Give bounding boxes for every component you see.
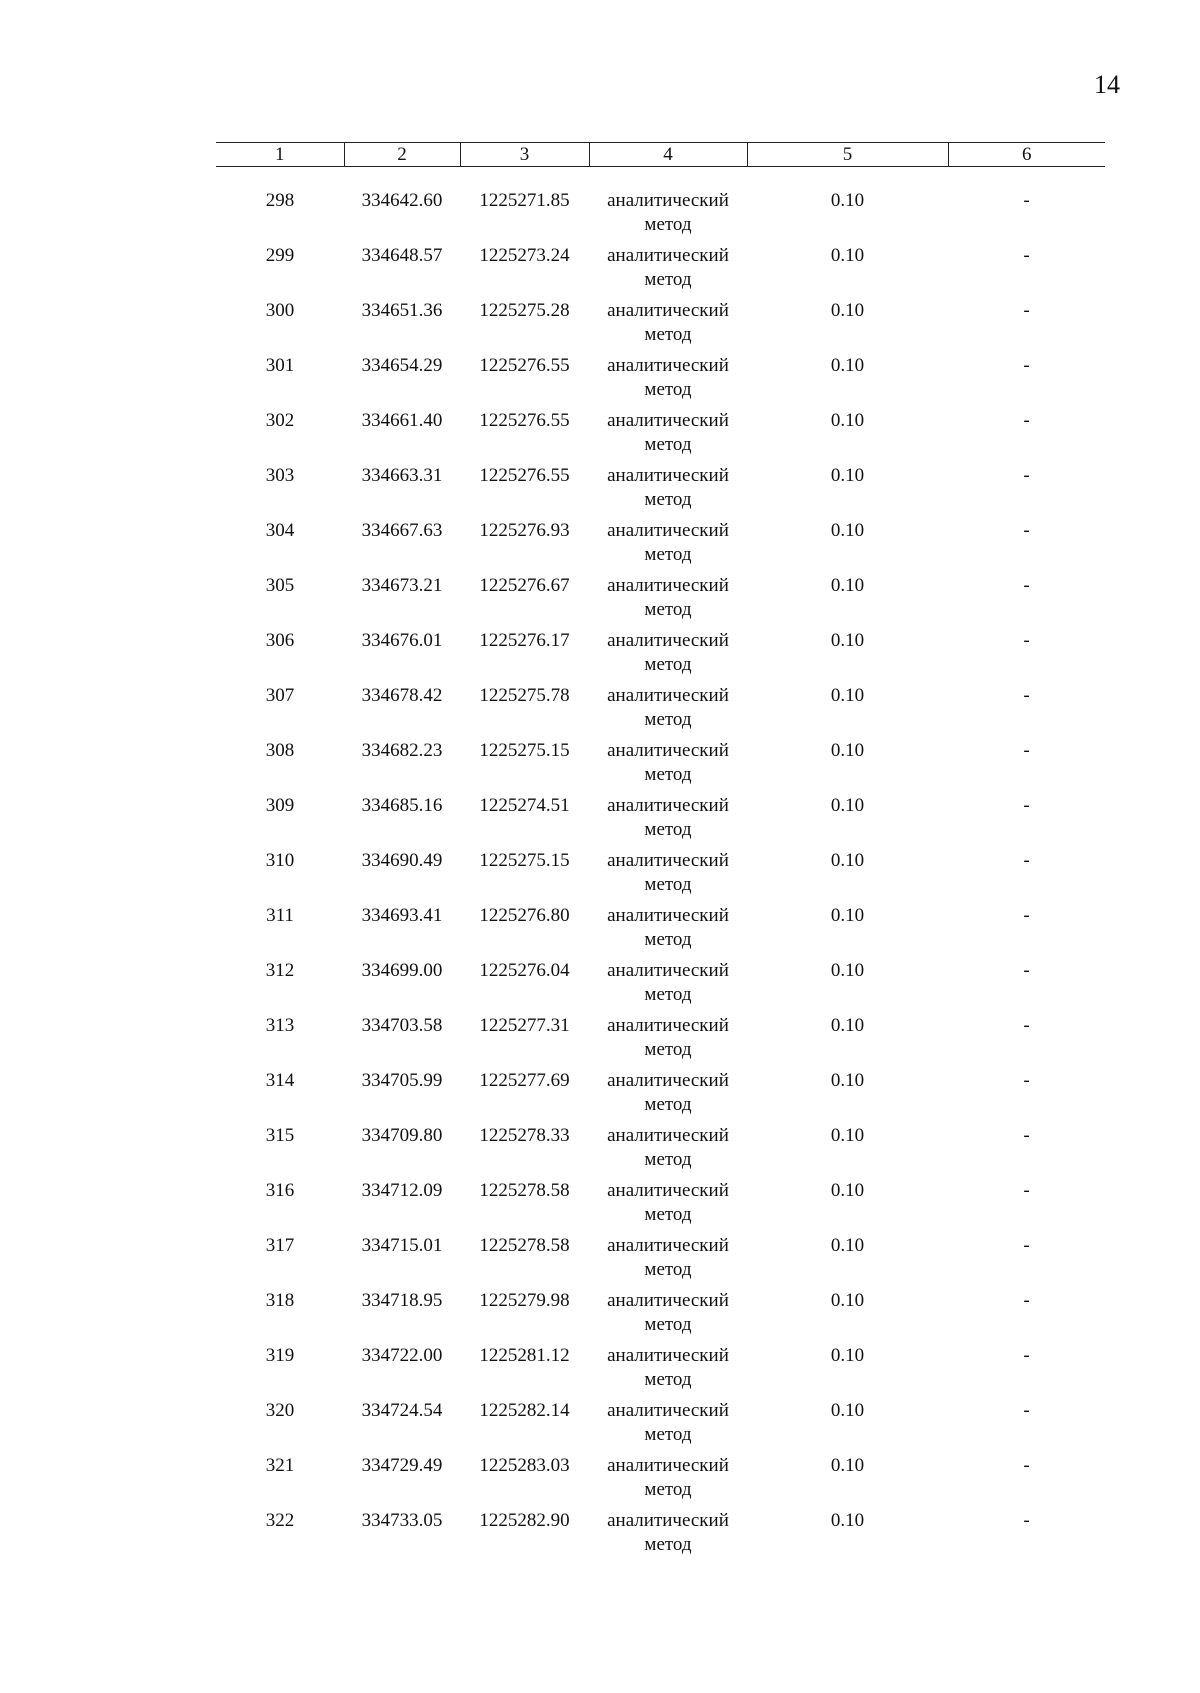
method-cell — [589, 904, 747, 959]
x-coordinate-cell: 334642.60 — [361, 190, 443, 211]
point-number-cell: 320 — [265, 1400, 295, 1421]
x-coordinate-cell: 334648.57 — [361, 245, 443, 266]
header-col-2: 2 — [344, 143, 460, 167]
method-line-2: метод — [644, 1259, 692, 1280]
point-number-cell: 306 — [265, 630, 295, 651]
note-cell: - — [1023, 850, 1030, 871]
accuracy-cell: 0.10 — [830, 1070, 865, 1091]
method-cell — [589, 1234, 747, 1289]
table-header — [216, 143, 1105, 167]
header-row — [216, 143, 1105, 167]
accuracy-cell: 0.10 — [830, 740, 865, 761]
method-line-1: аналитический — [607, 795, 729, 816]
coordinates-table — [216, 142, 1105, 1564]
method-line-1: аналитический — [607, 1510, 729, 1531]
method-cell — [589, 1344, 747, 1399]
method-line-1: аналитический — [607, 1070, 729, 1091]
point-number-cell: 321 — [265, 1455, 295, 1476]
method-line-1: аналитический — [607, 465, 729, 486]
accuracy-cell: 0.10 — [830, 1345, 865, 1366]
table-row — [216, 959, 1105, 1014]
y-coordinate-cell: 1225277.69 — [479, 1070, 570, 1091]
point-number-cell: 317 — [265, 1235, 295, 1256]
table-row — [216, 794, 1105, 849]
y-coordinate-cell: 1225275.28 — [479, 300, 570, 321]
point-number-cell: 305 — [265, 575, 295, 596]
method-line-1: аналитический — [607, 740, 729, 761]
x-coordinate-cell: 334673.21 — [361, 575, 443, 596]
point-number-cell: 307 — [265, 685, 295, 706]
method-line-2: метод — [644, 1204, 692, 1225]
accuracy-cell: 0.10 — [830, 1455, 865, 1476]
method-line-1: аналитический — [607, 1455, 729, 1476]
method-line-1: аналитический — [607, 1400, 729, 1421]
point-number-cell: 314 — [265, 1070, 295, 1091]
y-coordinate-cell: 1225276.55 — [479, 355, 570, 376]
table-row — [216, 629, 1105, 684]
accuracy-cell: 0.10 — [830, 1290, 865, 1311]
method-cell — [589, 574, 747, 629]
method-line-2: метод — [644, 324, 692, 345]
method-line-1: аналитический — [607, 685, 729, 706]
note-cell: - — [1023, 1400, 1030, 1421]
method-line-2: метод — [644, 1039, 692, 1060]
point-number-cell: 299 — [265, 245, 295, 266]
note-cell: - — [1023, 1125, 1030, 1146]
table-body — [216, 167, 1105, 1565]
table-row — [216, 849, 1105, 904]
table-row — [216, 1234, 1105, 1289]
table-row — [216, 1509, 1105, 1564]
point-number-cell: 298 — [265, 190, 295, 211]
table-row — [216, 1344, 1105, 1399]
method-cell — [589, 1454, 747, 1509]
point-number-cell: 313 — [265, 1015, 295, 1036]
method-line-1: аналитический — [607, 1290, 729, 1311]
y-coordinate-cell: 1225276.67 — [479, 575, 570, 596]
accuracy-cell: 0.10 — [830, 905, 865, 926]
method-line-1: аналитический — [607, 190, 729, 211]
method-line-1: аналитический — [607, 245, 729, 266]
method-line-2: метод — [644, 819, 692, 840]
y-coordinate-cell: 1225273.24 — [479, 245, 570, 266]
x-coordinate-cell: 334676.01 — [361, 630, 443, 651]
method-cell — [589, 1289, 747, 1344]
note-cell: - — [1023, 1345, 1030, 1366]
x-coordinate-cell: 334705.99 — [361, 1070, 443, 1091]
table-row — [216, 684, 1105, 739]
method-line-2: метод — [644, 434, 692, 455]
accuracy-cell: 0.10 — [830, 1510, 865, 1531]
table-row — [216, 1399, 1105, 1454]
table-row — [216, 244, 1105, 299]
x-coordinate-cell: 334678.42 — [361, 685, 443, 706]
method-line-1: аналитический — [607, 1180, 729, 1201]
note-cell: - — [1023, 795, 1030, 816]
table-row — [216, 1454, 1105, 1509]
x-coordinate-cell: 334654.29 — [361, 355, 443, 376]
point-number-cell: 322 — [265, 1510, 295, 1531]
y-coordinate-cell: 1225276.55 — [479, 410, 570, 431]
method-line-1: аналитический — [607, 300, 729, 321]
x-coordinate-cell: 334729.49 — [361, 1455, 443, 1476]
note-cell: - — [1023, 300, 1030, 321]
method-line-1: аналитический — [607, 520, 729, 541]
note-cell: - — [1023, 1235, 1030, 1256]
method-line-1: аналитический — [607, 1235, 729, 1256]
method-cell — [589, 959, 747, 1014]
method-line-1: аналитический — [607, 1125, 729, 1146]
accuracy-cell: 0.10 — [830, 355, 865, 376]
method-line-1: аналитический — [607, 960, 729, 981]
method-line-2: метод — [644, 214, 692, 235]
method-cell — [589, 1179, 747, 1234]
accuracy-cell: 0.10 — [830, 960, 865, 981]
y-coordinate-cell: 1225282.14 — [479, 1400, 570, 1421]
point-number-cell: 302 — [265, 410, 295, 431]
x-coordinate-cell: 334724.54 — [361, 1400, 443, 1421]
method-line-1: аналитический — [607, 355, 729, 376]
table-row — [216, 1014, 1105, 1069]
table-row — [216, 464, 1105, 519]
accuracy-cell: 0.10 — [830, 630, 865, 651]
method-cell — [589, 739, 747, 794]
accuracy-cell: 0.10 — [830, 245, 865, 266]
y-coordinate-cell: 1225278.58 — [479, 1180, 570, 1201]
accuracy-cell: 0.10 — [830, 1180, 865, 1201]
table-row — [216, 299, 1105, 354]
note-cell: - — [1023, 1015, 1030, 1036]
y-coordinate-cell: 1225276.17 — [479, 630, 570, 651]
method-line-2: метод — [644, 269, 692, 290]
method-cell — [589, 244, 747, 299]
x-coordinate-cell: 334685.16 — [361, 795, 443, 816]
note-cell: - — [1023, 1510, 1030, 1531]
y-coordinate-cell: 1225278.58 — [479, 1235, 570, 1256]
accuracy-cell: 0.10 — [830, 850, 865, 871]
method-cell — [589, 1124, 747, 1179]
y-coordinate-cell: 1225281.12 — [479, 1345, 570, 1366]
method-cell — [589, 409, 747, 464]
header-col-4: 4 — [589, 143, 747, 167]
method-line-2: метод — [644, 1149, 692, 1170]
table-row — [216, 904, 1105, 959]
x-coordinate-cell: 334712.09 — [361, 1180, 443, 1201]
note-cell: - — [1023, 630, 1030, 651]
note-cell: - — [1023, 465, 1030, 486]
method-line-2: метод — [644, 379, 692, 400]
method-line-1: аналитический — [607, 575, 729, 596]
y-coordinate-cell: 1225275.78 — [479, 685, 570, 706]
method-line-1: аналитический — [607, 1345, 729, 1366]
table-row — [216, 519, 1105, 574]
x-coordinate-cell: 334663.31 — [361, 465, 443, 486]
method-line-1: аналитический — [607, 1015, 729, 1036]
method-line-2: метод — [644, 654, 692, 675]
x-coordinate-cell: 334715.01 — [361, 1235, 443, 1256]
method-line-1: аналитический — [607, 410, 729, 431]
point-number-cell: 300 — [265, 300, 295, 321]
y-coordinate-cell: 1225276.04 — [479, 960, 570, 981]
header-spacer — [216, 167, 1105, 190]
accuracy-cell: 0.10 — [830, 795, 865, 816]
table-row — [216, 739, 1105, 794]
table-row — [216, 1289, 1105, 1344]
method-line-2: метод — [644, 1369, 692, 1390]
note-cell: - — [1023, 1290, 1030, 1311]
x-coordinate-cell: 334722.00 — [361, 1345, 443, 1366]
page-number: 14 — [1094, 70, 1120, 99]
accuracy-cell: 0.10 — [830, 520, 865, 541]
method-line-2: метод — [644, 929, 692, 950]
accuracy-cell: 0.10 — [830, 575, 865, 596]
method-cell — [589, 849, 747, 904]
table-row — [216, 409, 1105, 464]
y-coordinate-cell: 1225275.15 — [479, 740, 570, 761]
table-row — [216, 189, 1105, 244]
method-cell — [589, 629, 747, 684]
header-col-1: 1 — [216, 143, 344, 167]
method-line-2: метод — [644, 1314, 692, 1335]
accuracy-cell: 0.10 — [830, 685, 865, 706]
y-coordinate-cell: 1225275.15 — [479, 850, 570, 871]
point-number-cell: 304 — [265, 520, 295, 541]
note-cell: - — [1023, 960, 1030, 981]
method-line-2: метод — [644, 489, 692, 510]
method-cell — [589, 1014, 747, 1069]
x-coordinate-cell: 334693.41 — [361, 905, 443, 926]
method-cell — [589, 684, 747, 739]
y-coordinate-cell: 1225277.31 — [479, 1015, 570, 1036]
note-cell: - — [1023, 355, 1030, 376]
x-coordinate-cell: 334699.00 — [361, 960, 443, 981]
accuracy-cell: 0.10 — [830, 410, 865, 431]
note-cell: - — [1023, 1455, 1030, 1476]
x-coordinate-cell: 334709.80 — [361, 1125, 443, 1146]
note-cell: - — [1023, 1180, 1030, 1201]
point-number-cell: 319 — [265, 1345, 295, 1366]
method-line-2: метод — [644, 1534, 692, 1555]
header-col-6: 6 — [948, 143, 1105, 167]
accuracy-cell: 0.10 — [830, 465, 865, 486]
point-number-cell: 301 — [265, 355, 295, 376]
point-number-cell: 303 — [265, 465, 295, 486]
method-line-2: метод — [644, 1094, 692, 1115]
table-row — [216, 1179, 1105, 1234]
method-line-2: метод — [644, 1479, 692, 1500]
note-cell: - — [1023, 245, 1030, 266]
method-cell — [589, 189, 747, 244]
note-cell: - — [1023, 410, 1030, 431]
method-line-2: метод — [644, 984, 692, 1005]
y-coordinate-cell: 1225276.80 — [479, 905, 570, 926]
y-coordinate-cell: 1225274.51 — [479, 795, 570, 816]
accuracy-cell: 0.10 — [830, 190, 865, 211]
method-line-2: метод — [644, 544, 692, 565]
x-coordinate-cell: 334682.23 — [361, 740, 443, 761]
x-coordinate-cell: 334703.58 — [361, 1015, 443, 1036]
accuracy-cell: 0.10 — [830, 300, 865, 321]
accuracy-cell: 0.10 — [830, 1125, 865, 1146]
x-coordinate-cell: 334661.40 — [361, 410, 443, 431]
note-cell: - — [1023, 575, 1030, 596]
note-cell: - — [1023, 740, 1030, 761]
x-coordinate-cell: 334667.63 — [361, 520, 443, 541]
point-number-cell: 311 — [266, 905, 294, 926]
method-line-1: аналитический — [607, 905, 729, 926]
y-coordinate-cell: 1225276.93 — [479, 520, 570, 541]
method-line-2: метод — [644, 709, 692, 730]
table-row — [216, 574, 1105, 629]
accuracy-cell: 0.10 — [830, 1400, 865, 1421]
point-number-cell: 309 — [265, 795, 295, 816]
point-number-cell: 312 — [265, 960, 295, 981]
method-cell — [589, 519, 747, 574]
method-cell — [589, 464, 747, 519]
method-cell — [589, 299, 747, 354]
method-cell — [589, 794, 747, 849]
method-line-1: аналитический — [607, 630, 729, 651]
method-line-2: метод — [644, 764, 692, 785]
note-cell: - — [1023, 685, 1030, 706]
y-coordinate-cell: 1225271.85 — [479, 190, 570, 211]
y-coordinate-cell: 1225278.33 — [479, 1125, 570, 1146]
x-coordinate-cell: 334690.49 — [361, 850, 443, 871]
table-row — [216, 1124, 1105, 1179]
point-number-cell: 310 — [265, 850, 295, 871]
point-number-cell: 308 — [265, 740, 295, 761]
x-coordinate-cell: 334718.95 — [361, 1290, 443, 1311]
header-col-3: 3 — [460, 143, 589, 167]
x-coordinate-cell: 334733.05 — [361, 1510, 443, 1531]
accuracy-cell: 0.10 — [830, 1015, 865, 1036]
method-cell — [589, 1069, 747, 1124]
note-cell: - — [1023, 905, 1030, 926]
y-coordinate-cell: 1225276.55 — [479, 465, 570, 486]
method-line-1: аналитический — [607, 850, 729, 871]
note-cell: - — [1023, 520, 1030, 541]
note-cell: - — [1023, 190, 1030, 211]
y-coordinate-cell: 1225283.03 — [479, 1455, 570, 1476]
table-row — [216, 354, 1105, 409]
method-cell — [589, 354, 747, 409]
point-number-cell: 315 — [265, 1125, 295, 1146]
method-cell — [589, 1509, 747, 1564]
method-cell — [589, 1399, 747, 1454]
y-coordinate-cell: 1225282.90 — [479, 1510, 570, 1531]
accuracy-cell: 0.10 — [830, 1235, 865, 1256]
point-number-cell: 316 — [265, 1180, 295, 1201]
method-line-2: метод — [644, 599, 692, 620]
method-line-2: метод — [644, 1424, 692, 1445]
method-line-2: метод — [644, 874, 692, 895]
header-col-5: 5 — [747, 143, 948, 167]
y-coordinate-cell: 1225279.98 — [479, 1290, 570, 1311]
point-number-cell: 318 — [265, 1290, 295, 1311]
note-cell: - — [1023, 1070, 1030, 1091]
table-row — [216, 1069, 1105, 1124]
x-coordinate-cell: 334651.36 — [361, 300, 443, 321]
